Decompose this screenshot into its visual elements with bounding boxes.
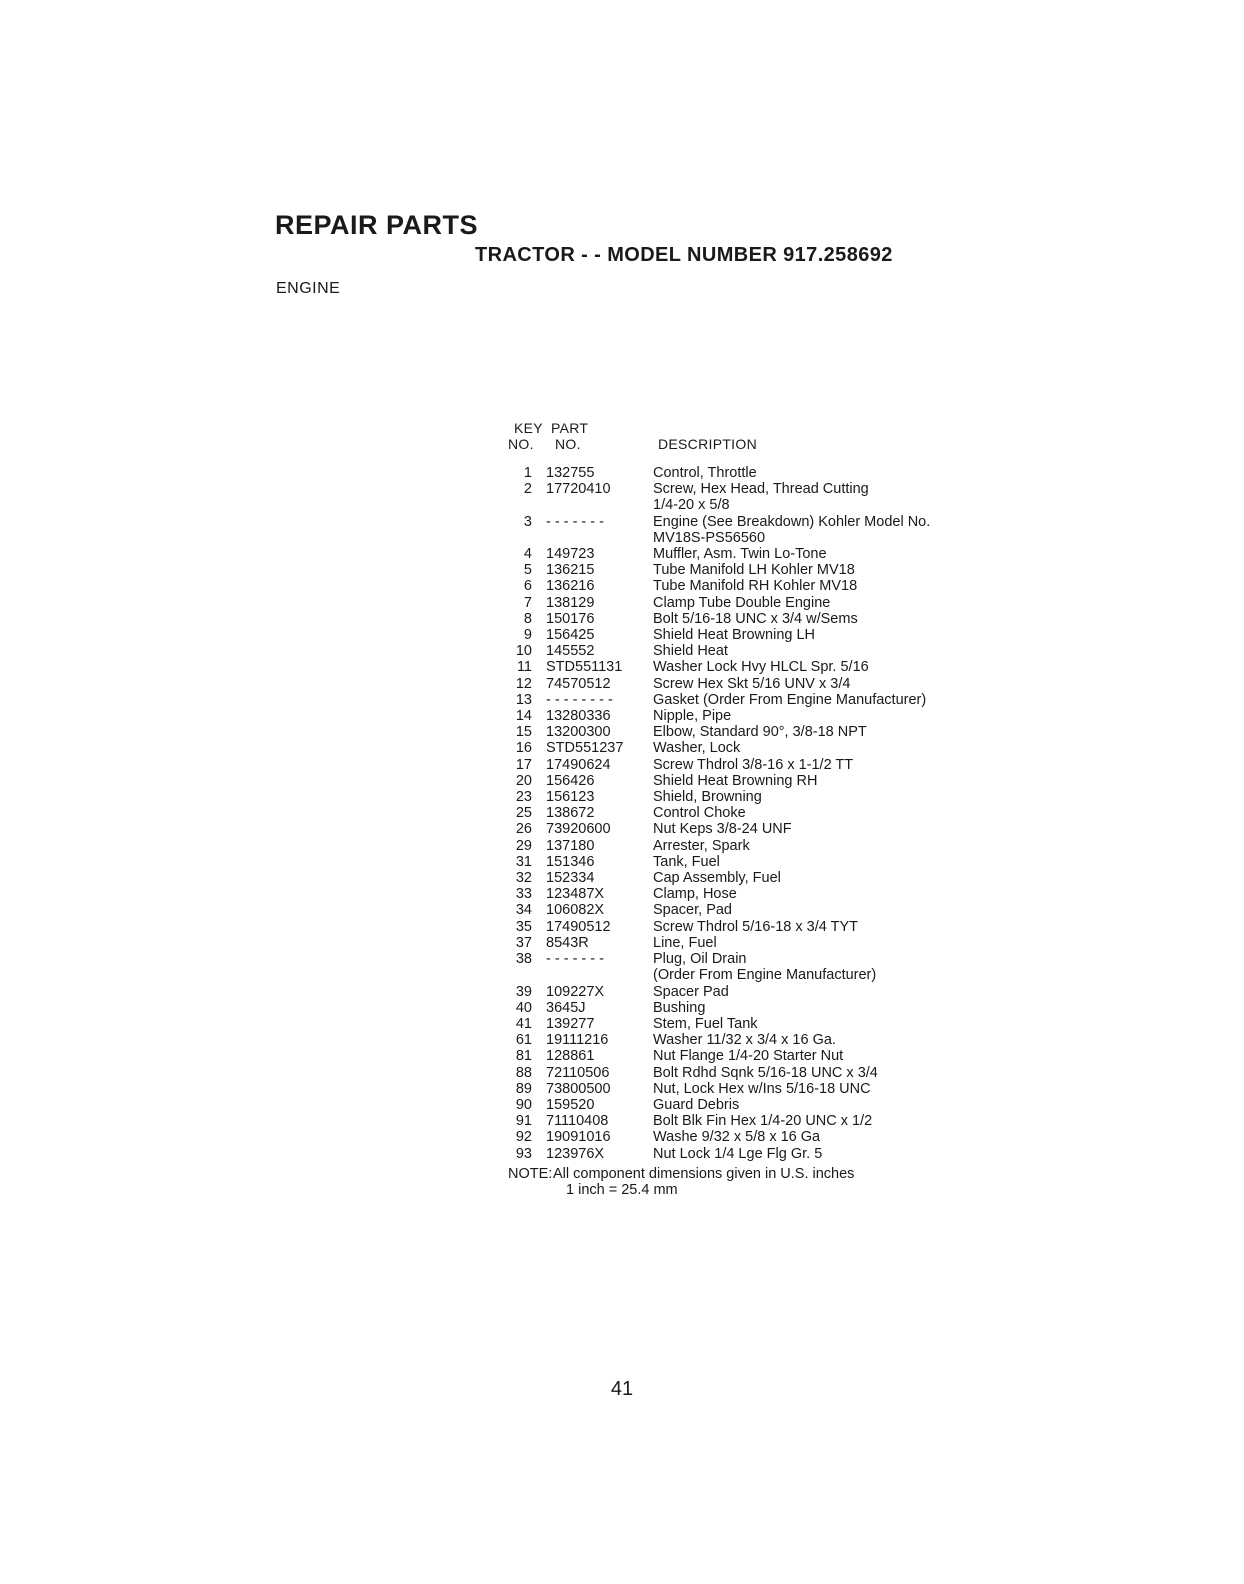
table-row: [508, 1065, 930, 1081]
table-row: [508, 708, 930, 724]
key-number: 12: [515, 675, 532, 692]
part-number: 152334: [546, 870, 595, 887]
key-number: 7: [523, 594, 532, 611]
table-row: [508, 465, 930, 481]
part-description: Nut Keps 3/8-24 UNF: [653, 821, 792, 838]
table-row: [508, 789, 930, 805]
part-number: STD551131: [546, 659, 623, 676]
part-number: 109227X: [546, 983, 605, 1000]
table-row: [508, 935, 930, 951]
part-number: 138672: [546, 805, 595, 822]
table-row: [508, 757, 930, 773]
part-number: 137180: [546, 837, 595, 854]
key-number: 17: [515, 756, 532, 773]
part-number: 71110408: [546, 1113, 609, 1130]
part-description: Screw Hex Skt 5/16 UNV x 3/4: [653, 675, 851, 692]
part-description: Spacer Pad: [653, 983, 729, 1000]
part-number: - - - - - - - -: [546, 691, 613, 708]
part-description: Shield Heat: [653, 643, 728, 660]
part-description: Screw Thdrol 3/8-16 x 1-1/2 TT: [653, 756, 854, 773]
table-row: [508, 821, 930, 837]
part-number: 136215: [546, 562, 595, 579]
key-number: 92: [515, 1129, 532, 1146]
part-number: 13200300: [546, 724, 611, 741]
part-number: 8543R: [546, 934, 589, 951]
key-number: 29: [515, 837, 532, 854]
key-number: 34: [515, 902, 532, 919]
part-number: 72110506: [546, 1064, 610, 1081]
table-row: [508, 724, 930, 740]
table-row: [508, 595, 930, 611]
part-number: 136216: [546, 578, 595, 595]
part-description: Line, Fuel: [653, 934, 717, 951]
key-col-header: KEY: [514, 420, 543, 436]
part-number: 73800500: [546, 1080, 611, 1097]
part-number: 3645J: [546, 999, 586, 1016]
key-number: 3: [523, 513, 532, 530]
note-label: NOTE:: [508, 1165, 553, 1182]
part-description: Shield Heat Browning LH: [653, 627, 816, 644]
key-number: 9: [523, 627, 532, 644]
key-number: 37: [515, 934, 532, 951]
part-number: 17720410: [546, 481, 611, 498]
part-description: Stem, Fuel Tank: [653, 1015, 758, 1032]
table-row: [508, 578, 930, 594]
table-row: [508, 676, 930, 692]
key-number: 81: [515, 1048, 532, 1065]
key-number: 1: [523, 465, 532, 481]
key-number: 26: [515, 821, 532, 838]
table-row: [508, 692, 930, 708]
part-number: 13280336: [546, 708, 611, 725]
key-number: 88: [515, 1064, 532, 1081]
table-row: [508, 854, 930, 870]
table-row: [508, 870, 930, 886]
key-number: 25: [515, 805, 532, 822]
table-row: [508, 902, 930, 918]
table-row: [508, 546, 930, 562]
key-number: 40: [515, 999, 532, 1016]
table-row: [508, 627, 930, 643]
note: [508, 1166, 930, 1198]
model-number-heading: TRACTOR - - MODEL NUMBER 917.258692: [475, 244, 893, 266]
key-number: 10: [515, 643, 532, 660]
key-number: 91: [515, 1113, 532, 1130]
part-description: Bolt Rdhd Sqnk 5/16-18 UNC x 3/4: [653, 1064, 878, 1081]
part-number: 106082X: [546, 902, 605, 919]
table-header: [508, 420, 930, 458]
table-row: [508, 740, 930, 756]
table-row: [508, 984, 930, 1000]
part-number: 156123: [546, 789, 595, 806]
key-number: 8: [523, 610, 532, 627]
key-number: 16: [515, 740, 532, 757]
part-description: Bushing: [653, 999, 706, 1016]
table-row: [508, 611, 930, 627]
table-row: [508, 1016, 930, 1032]
table-row: [508, 919, 930, 935]
table-row: [508, 805, 930, 821]
part-number: - - - - - - -: [546, 513, 604, 530]
key-number: 61: [515, 1032, 532, 1049]
table-row: [508, 773, 930, 789]
part-description: Nut, Lock Hex w/Ins 5/16-18 UNC: [653, 1080, 871, 1097]
part-description: Nipple, Pipe: [653, 708, 732, 725]
part-number: 123976X: [546, 1145, 605, 1162]
part-description: Clamp, Hose: [653, 886, 737, 903]
key-number: 11: [516, 659, 532, 676]
table-row: [508, 1032, 930, 1048]
table-row: [508, 1081, 930, 1097]
part-number: 150176: [546, 610, 595, 627]
description-col-header: DESCRIPTION: [658, 436, 757, 452]
part-description: Tube Manifold RH Kohler MV18: [653, 578, 858, 595]
part-number: 19111216: [546, 1032, 609, 1049]
part-description: Gasket (Order From Engine Manufacturer): [653, 691, 927, 708]
part-description: Washer, Lock: [653, 740, 741, 757]
key-number: 14: [515, 708, 532, 725]
table-row: [508, 951, 930, 983]
note-line1: All component dimensions given in U.S. inches: [553, 1165, 855, 1182]
part-description: Screw, Hex Head, Thread Cutting 1/4-20 x 5/8: [653, 481, 869, 514]
part-col-header-line2: NO.: [555, 436, 581, 452]
part-description: Bolt 5/16-18 UNC x 3/4 w/Sems: [653, 610, 858, 627]
key-number: 23: [515, 789, 532, 806]
part-number: 17490512: [546, 918, 611, 935]
key-number: 38: [515, 951, 532, 968]
part-description: Engine (See Breakdown) Kohler Model No. MV18S-PS56560: [653, 513, 931, 546]
part-description: Nut Flange 1/4-20 Starter Nut: [653, 1048, 844, 1065]
table-row: [508, 514, 930, 546]
section-heading: ENGINE: [276, 280, 341, 297]
part-description: Nut Lock 1/4 Lge Flg Gr. 5: [653, 1145, 823, 1162]
part-description: Tank, Fuel: [653, 853, 720, 870]
key-number: 32: [515, 870, 532, 887]
table-row: [508, 481, 930, 513]
part-number: 128861: [546, 1048, 595, 1065]
part-description: Screw Thdrol 5/16-18 x 3/4 TYT: [653, 918, 858, 935]
part-description: Bolt Blk Fin Hex 1/4-20 UNC x 1/2: [653, 1113, 873, 1130]
key-number: 41: [515, 1015, 532, 1032]
part-description: Spacer, Pad: [653, 902, 732, 919]
key-number: 20: [515, 772, 532, 789]
part-number: 159520: [546, 1096, 595, 1113]
part-number: 73920600: [546, 821, 611, 838]
part-number: 156426: [546, 772, 595, 789]
key-number: 2: [523, 481, 532, 498]
part-description: Washe 9/32 x 5/8 x 16 Ga: [653, 1129, 821, 1146]
table-row: [508, 562, 930, 578]
part-number: 17490624: [546, 756, 611, 773]
part-description: Cap Assembly, Fuel: [653, 870, 781, 887]
page-title: REPAIR PARTS: [275, 210, 479, 240]
part-description: Control Choke: [653, 805, 746, 822]
table-row: [508, 659, 930, 675]
key-number: 90: [515, 1096, 532, 1113]
part-description: Shield, Browning: [653, 789, 762, 806]
part-number: 74570512: [546, 675, 611, 692]
part-number: 149723: [546, 546, 595, 563]
table-row: [508, 1146, 930, 1162]
part-description: Arrester, Spark: [653, 837, 750, 854]
key-number: 39: [515, 983, 532, 1000]
part-description: Shield Heat Browning RH: [653, 772, 818, 789]
key-number: 4: [523, 546, 532, 563]
key-number: 89: [515, 1080, 532, 1097]
table-row: [508, 643, 930, 659]
part-number: 139277: [546, 1015, 595, 1032]
key-number: 35: [515, 918, 532, 935]
part-number: 138129: [546, 594, 595, 611]
table-row: [508, 838, 930, 854]
part-number: 19091016: [546, 1129, 611, 1146]
key-col-header-line2: NO.: [508, 436, 534, 452]
part-description: Guard Debris: [653, 1096, 740, 1113]
part-description: Muffler, Asm. Twin Lo-Tone: [653, 546, 827, 563]
part-number: - - - - - - -: [546, 951, 604, 968]
part-number: 132755: [546, 465, 595, 481]
key-number: 93: [515, 1145, 532, 1162]
key-number: 33: [515, 886, 532, 903]
table-body: [508, 465, 930, 1162]
key-number: 31: [515, 853, 532, 870]
part-description: Washer 11/32 x 3/4 x 16 Ga.: [653, 1032, 836, 1049]
part-description: Elbow, Standard 90°, 3/8-18 NPT: [653, 724, 867, 741]
part-number: 145552: [546, 643, 595, 660]
table-row: [508, 1097, 930, 1113]
key-number: 13: [515, 691, 532, 708]
parts-table: [508, 420, 930, 1198]
page-number: 41: [610, 1378, 634, 1400]
part-number: 123487X: [546, 886, 605, 903]
part-col-header: PART: [551, 420, 589, 436]
part-number: 151346: [546, 853, 595, 870]
table-row: [508, 1129, 930, 1145]
part-description: Tube Manifold LH Kohler MV18: [653, 562, 855, 579]
part-number: 156425: [546, 627, 595, 644]
part-description: Plug, Oil Drain (Order From Engine Manufacturer): [653, 951, 877, 984]
key-number: 15: [515, 724, 532, 741]
table-row: [508, 1000, 930, 1016]
table-row: [508, 1113, 930, 1129]
key-number: 6: [523, 578, 532, 595]
key-number: 5: [523, 562, 532, 579]
part-description: Control, Throttle: [653, 465, 757, 481]
note-line2: 1 inch = 25.4 mm: [566, 1181, 678, 1198]
part-description: Washer Lock Hvy HLCL Spr. 5/16: [653, 659, 869, 676]
part-description: Clamp Tube Double Engine: [653, 594, 831, 611]
table-row: [508, 886, 930, 902]
table-row: [508, 1048, 930, 1064]
part-number: STD551237: [546, 740, 624, 757]
